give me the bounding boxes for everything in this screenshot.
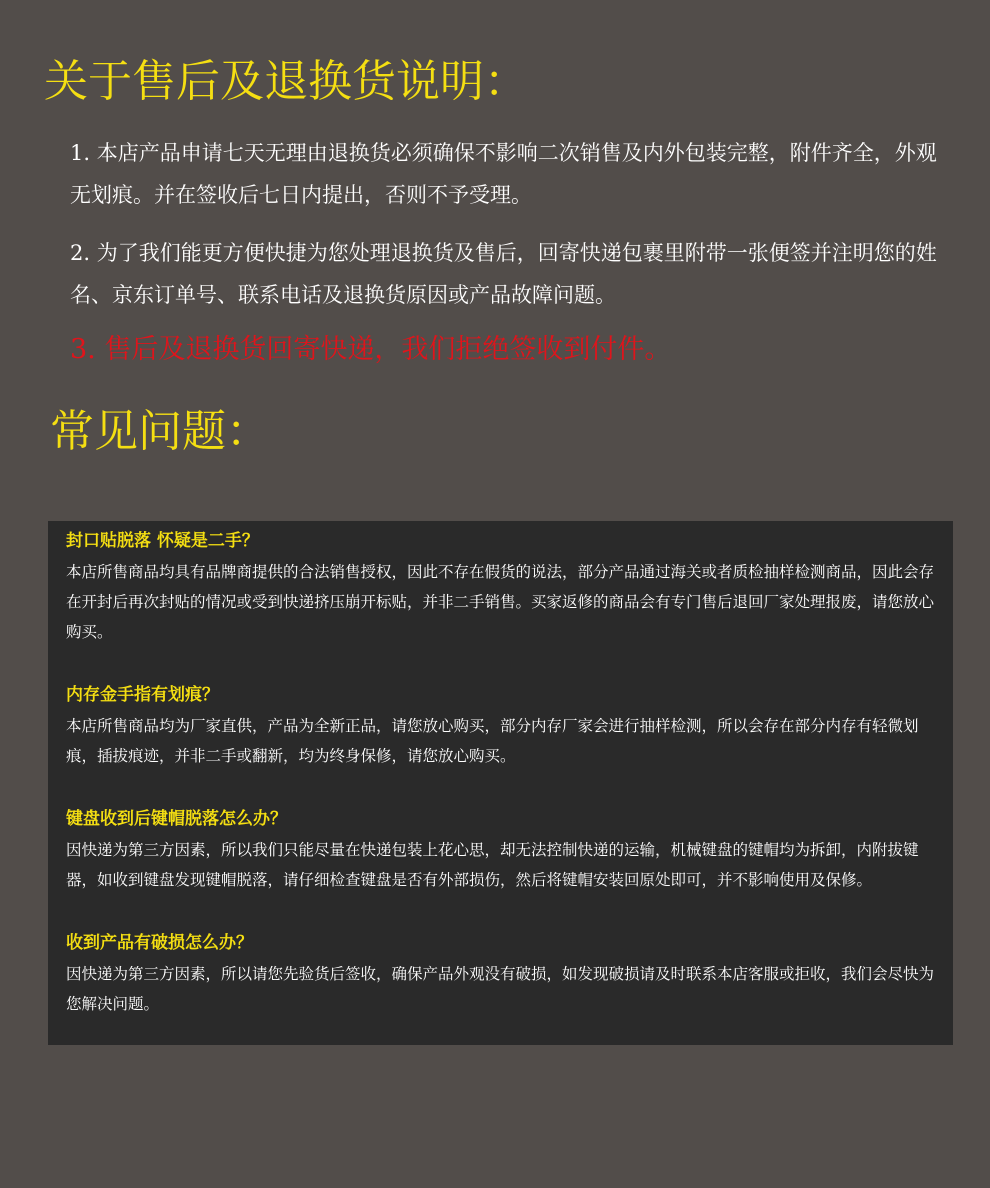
faq-question: 封口贴脱落 怀疑是二手？ xyxy=(66,531,259,551)
faq-question: 收到产品有破损怎么办？ xyxy=(66,933,253,953)
faq-title: 常见问题： xyxy=(50,406,270,457)
faq-answer: 因快递为第三方因素，所以我们只能尽量在快递包装上花心思，却无法控制快递的运输，机械键盘的键帽均为拆卸，内附拔键器，如收到键盘发现键帽脱落，请仔细检查键盘是否有外部损伤，然后将键帽安装回原处即可，并不影响使用及保修。 xyxy=(66,841,919,889)
policy-item-1: 1. 本店产品申请七天无理由退换货必须确保不影响二次销售及内外包装完整，附件齐全，外观无划痕。并在签收后七日内提出，否则不予受理。 xyxy=(70,141,937,207)
faq-answer: 因快递为第三方因素，所以请您先验货后签收，确保产品外观没有破损，如发现破损请及时联系本店客服或拒收，我们会尽快为您解决问题。 xyxy=(66,965,935,1013)
faq-panel xyxy=(48,521,953,1045)
faq-item xyxy=(66,931,944,1019)
faq-answer: 本店所售商品均为厂家直供，产品为全新正品，请您放心购买，部分内存厂家会进行抽样检测，所以会存在部分内存有轻微划痕，插拔痕迹，并非二手或翻新，均为终身保修，请您放心购买。 xyxy=(66,717,919,765)
faq-item xyxy=(66,807,944,895)
return-policy-title: 关于售后及退换货说明： xyxy=(44,56,528,107)
faq-question: 键盘收到后键帽脱落怎么办？ xyxy=(66,809,287,829)
faq-answer: 本店所售商品均具有品牌商提供的合法销售授权，因此不存在假货的说法，部分产品通过海关或者质检抽样检测商品，因此会存在开封后再次封贴的情况或受到快递挤压崩开标贴，并非二手销售。买家返修的商品会有专门售后退回厂家处理报废，请您放心购买。 xyxy=(66,563,935,641)
faq-item xyxy=(66,683,944,771)
policy-item-3-warning: 3. 售后及退换货回寄快递，我们拒绝签收到付件。 xyxy=(70,334,672,365)
policy-item-2: 2. 为了我们能更方便快捷为您处理退换货及售后，回寄快递包裹里附带一张便签并注明您的姓名、京东订单号、联系电话及退换货原因或产品故障问题。 xyxy=(70,241,937,307)
faq-question: 内存金手指有划痕？ xyxy=(66,685,219,705)
faq-item xyxy=(66,529,944,647)
